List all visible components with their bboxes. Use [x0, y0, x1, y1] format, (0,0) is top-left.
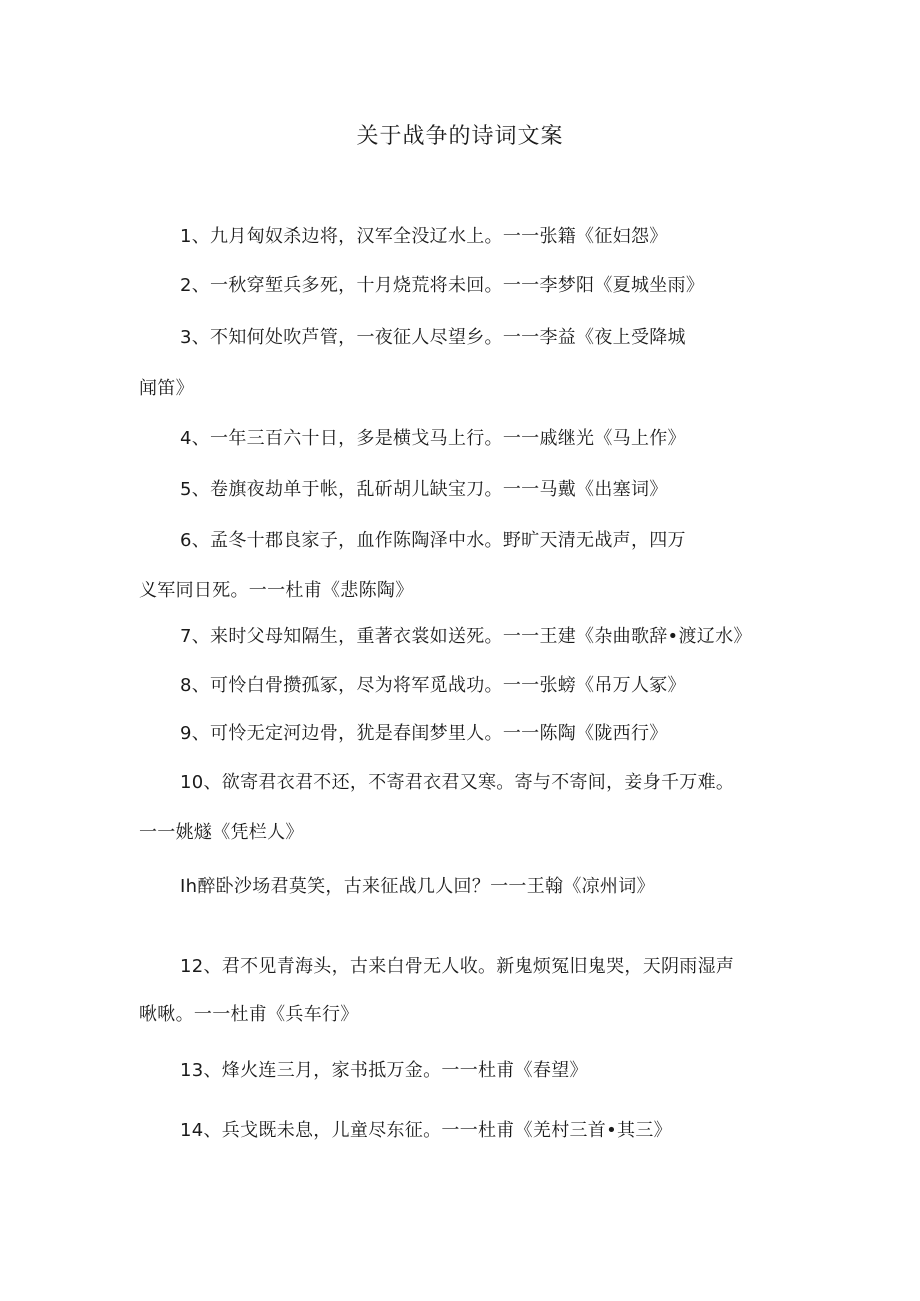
poem-line-7: 7、来时父母知隔生，重著衣裳如送死。一一王建《杂曲歌辞•渡辽水》 [180, 626, 752, 647]
poem-line-8: 8、可怜白骨攒孤冢，尽为将军觅战功。一一张螃《吊万人冢》 [180, 675, 686, 696]
poem-line-3: 3、不知何处吹芦管，一夜征人尽望乡。一一李益《夜上受降城 [180, 327, 686, 348]
page-title: 关于战争的诗词文案 [356, 124, 564, 149]
poem-line-14: 14、兵戈既未息，儿童尽东征。一一杜甫《羌村三首•其三》 [180, 1120, 672, 1141]
poem-line-13: 13、烽火连三月，家书抵万金。一一杜甫《春望》 [180, 1060, 588, 1081]
poem-line-6: 6、孟冬十郡良家子，血作陈陶泽中水。野旷天清无战声，四万 [180, 530, 686, 551]
poem-line-12-continued: 啾啾。一一杜甫《兵车行》 [139, 1004, 359, 1025]
poem-line-10-continued: 一一姚燧《凭栏人》 [139, 822, 304, 843]
poem-line-4: 4、一年三百六十日，多是横戈马上行。一一戚继光《马上作》 [180, 428, 686, 449]
poem-line-10: 10、欲寄君衣君不还，不寄君衣君又寒。寄与不寄间，妾身千万难。 [180, 772, 735, 793]
poem-line-5: 5、卷旗夜劫单于帐，乱斫胡儿缺宝刀。一一马戴《出塞词》 [180, 479, 668, 500]
poem-line-9: 9、可怜无定河边骨，犹是春闺梦里人。一一陈陶《陇西行》 [180, 723, 668, 744]
poem-line-2: 2、一秋穿堑兵多死，十月烧荒将未回。一一李梦阳《夏城坐雨》 [180, 275, 705, 296]
poem-line-11: Ih醉卧沙场君莫笑，古来征战几人回？一一王翰《凉州词》 [180, 876, 655, 897]
poem-line-12: 12、君不见青海头，古来白骨无人收。新鬼烦冤旧鬼哭，天阴雨湿声 [180, 956, 735, 977]
poem-line-1: 1、九月匈奴杀边将，汉军全没辽水上。一一张籍《征妇怨》 [180, 226, 668, 247]
poem-line-6-continued: 义军同日死。一一杜甫《悲陈陶》 [139, 580, 414, 601]
poem-line-3-continued: 闻笛》 [139, 378, 194, 399]
